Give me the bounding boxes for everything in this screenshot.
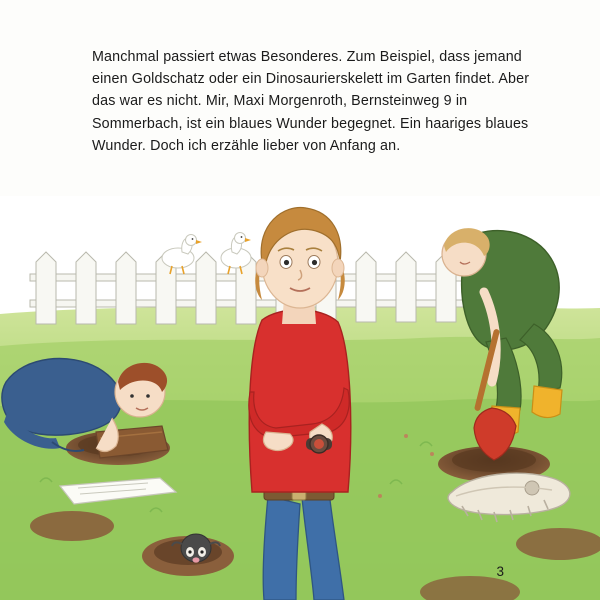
hole-front-right <box>516 528 600 560</box>
boot-right <box>532 386 562 418</box>
boy-jeans-left <box>263 496 300 600</box>
boy-sweater <box>249 310 351 492</box>
page-number: 3 <box>496 564 504 579</box>
body-paragraph: Manchmal passiert etwas Besonderes. Zum Beispiel, dass jemand einen Goldschatz oder ein Dinosaurierskelett im Garten findet. Aber das war es nicht. Mir, Maxi Morgenroth, Bernsteinweg 9 in Sommerbach, ist ein blaues Wunder begegnet. Ein haariges blaues Wunder. Doch ich erzähle lieber von Anfang an. <box>92 49 530 154</box>
hole-front-left <box>30 511 114 541</box>
garden-scene-illustration <box>0 196 600 600</box>
page-text <box>92 46 538 157</box>
boy-hand-left <box>263 432 293 451</box>
